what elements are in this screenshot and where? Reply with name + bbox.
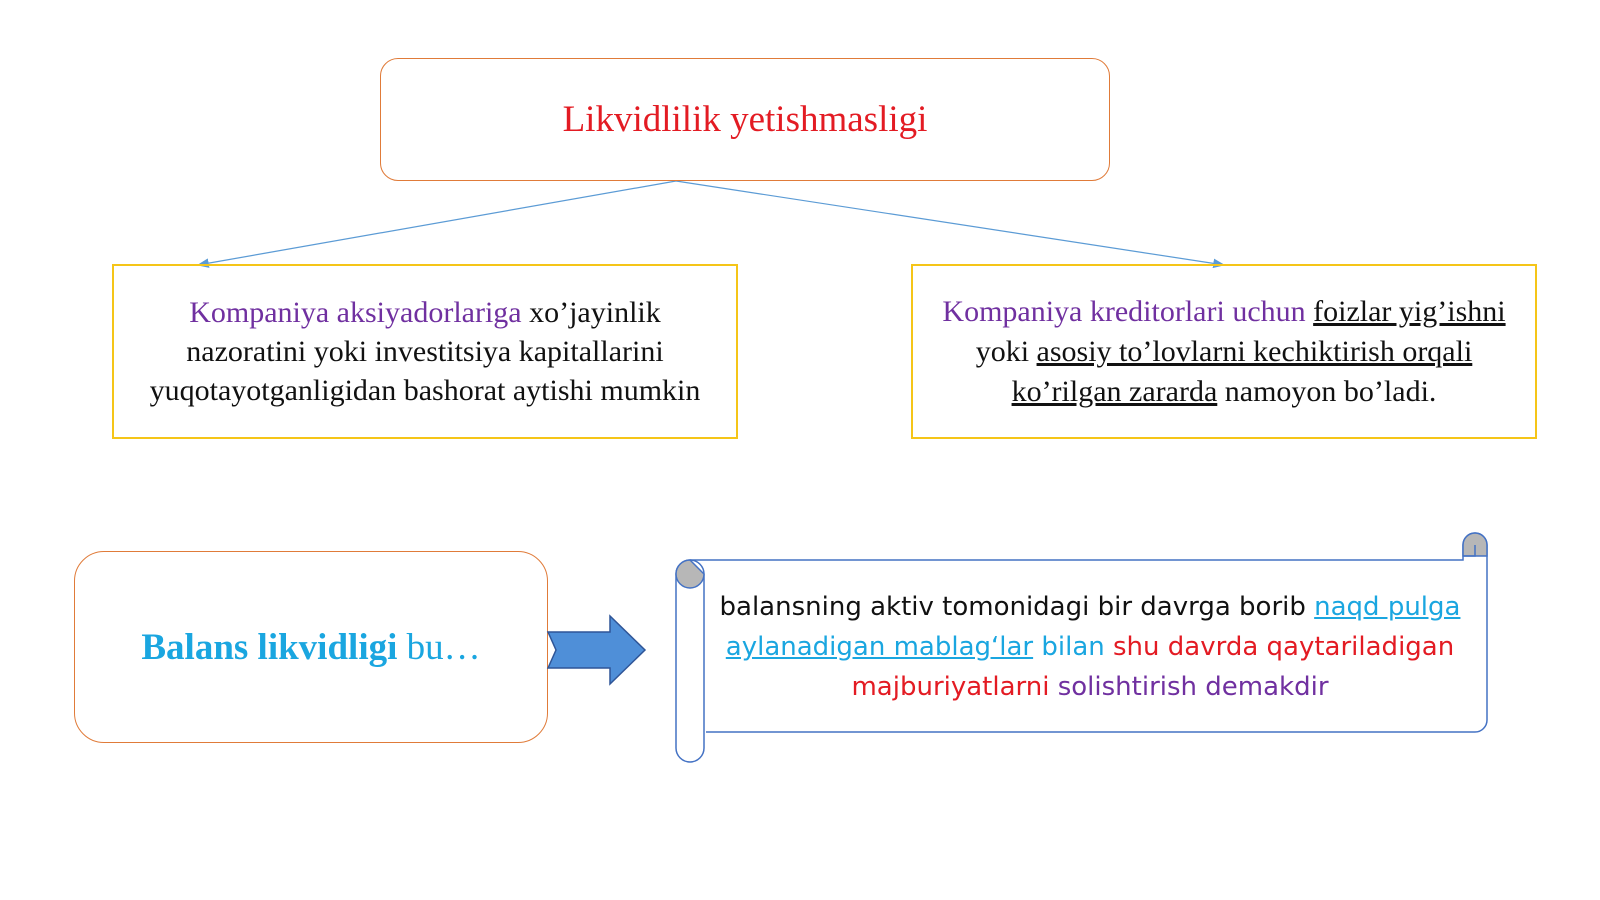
creditors-underline-2: asosiy to’lovlarni kechiktirish orqali ko’rilgan zararda bbox=[1011, 334, 1473, 408]
right-arrow-shape bbox=[548, 616, 645, 684]
definition-part-3: bilan bbox=[1033, 632, 1114, 662]
creditors-underline-1: foizlar yig’ishni bbox=[1313, 294, 1506, 328]
definition-part-1: balansning aktiv tomonidagi bir davrga borib bbox=[719, 592, 1315, 622]
title-text: Likvidlilik yetishmasligi bbox=[562, 99, 928, 140]
balance-rest: bu… bbox=[397, 626, 481, 668]
definition-link[interactable]: naqd pulga aylanadigan mablag‘lar bbox=[725, 592, 1461, 662]
creditors-highlight: Kompaniya kreditorlari uchun bbox=[942, 294, 1306, 328]
creditors-mid: yoki bbox=[975, 334, 1037, 368]
shareholders-body: xo’jayinlik nazoratini yoki investitsiya kapitallarini yuqotayotganligidan bashorat aytishi mumkin bbox=[149, 296, 701, 407]
definition-text bbox=[715, 582, 1465, 712]
definition-part-4: shu davrda qaytariladigan majburiyatlarni bbox=[851, 632, 1455, 702]
creditors-end: namoyon bo’ladi. bbox=[1217, 374, 1437, 408]
shareholders-highlight: Kompaniya aksiyadorlariga bbox=[189, 296, 522, 329]
definition-part-5: solishtirish demakdir bbox=[1049, 672, 1329, 702]
balance-bold: Balans likvidligi bbox=[141, 626, 398, 668]
